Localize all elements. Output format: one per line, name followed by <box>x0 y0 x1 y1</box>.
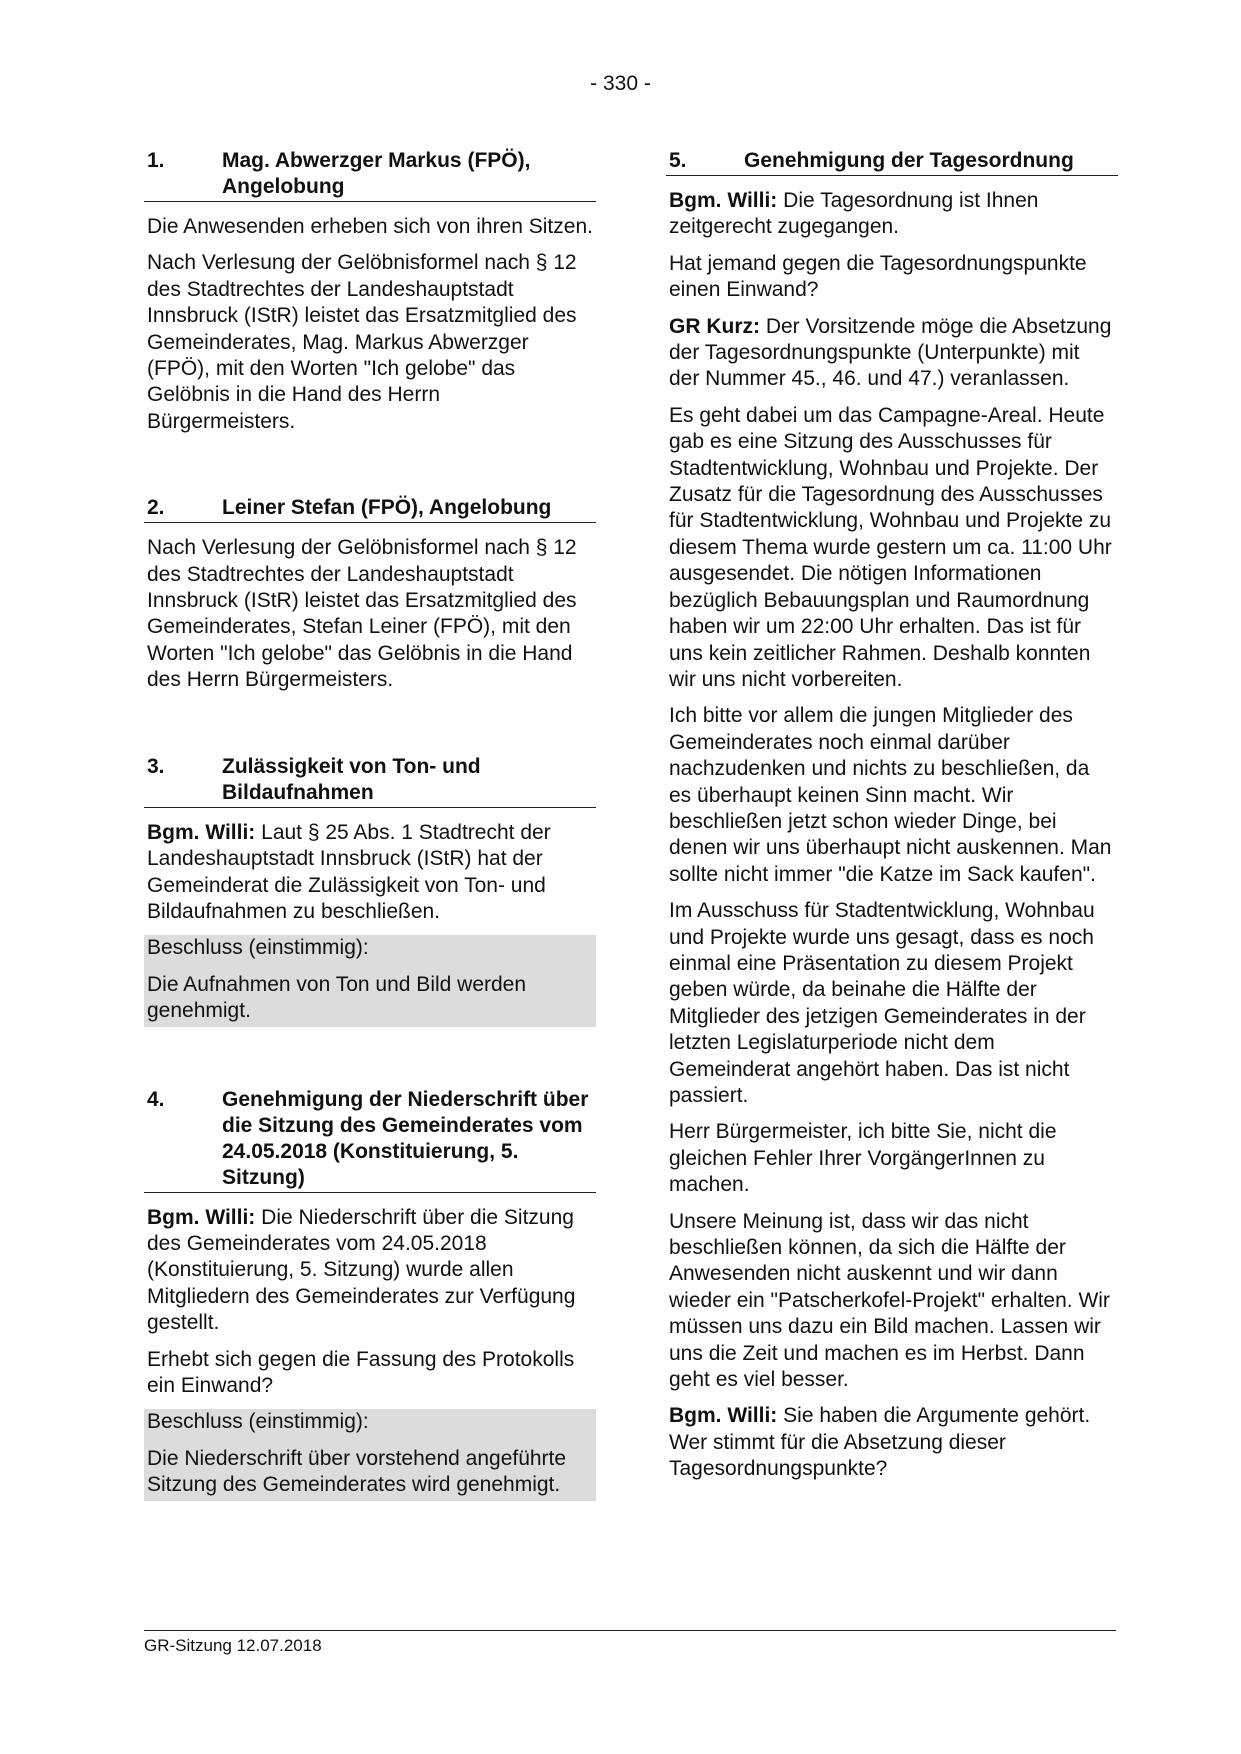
decision-box <box>144 1409 596 1500</box>
decision-text: Die Aufnahmen von Ton und Bild werden genehmigt. <box>147 972 527 1023</box>
page-number: - 330 - <box>590 72 651 95</box>
paragraph <box>666 314 1118 393</box>
speech-text: Sie haben die Argumente gehört. Wer stimmt für die Absetzung dieser Tagesordnungspunkte? <box>669 1404 1091 1481</box>
speaker-name: GR Kurz: <box>669 314 760 338</box>
left-column <box>144 148 596 1561</box>
section-3 <box>144 754 596 1027</box>
right-column <box>666 148 1118 1543</box>
section-heading <box>144 754 596 808</box>
section-heading <box>144 495 596 523</box>
paragraph: Es geht dabei um das Campagne-Areal. Heute gab es eine Sitzung des Ausschusses für Stadtentwicklung, Wohnbau und Projekte. Der Zusatz für die Tagesordnung des Ausschusses für Stadtentwicklung, Wohnbau und Projekte zu diesem Thema wurde gestern um ca. 11:00 Uhr ausgesendet. Die nötigen Informationen bezüglich Bebauungsplan und Raumordnung haben wir um 22:00 Uhr erhalten. Das ist für uns kein zeitlicher Rahmen. Deshalb konnten wir uns nicht vorbereiten. <box>669 403 1112 691</box>
paragraph: Herr Bürgermeister, ich bitte Sie, nicht die gleichen Fehler Ihrer VorgängerInnen zu machen. <box>669 1120 1057 1197</box>
speech-text: Der Vorsitzende möge die Absetzung der Tagesordnungspunkte (Unterpunkte) mit der Nummer 45., 46. und 47.) veranlassen. <box>669 314 1112 391</box>
speaker-name: Bgm. Willi: <box>669 1404 778 1428</box>
speech-text: Laut § 25 Abs. 1 Stadtrecht der Landeshauptstadt Innsbruck (IStR) hat der Gemeinderat die Zulässigkeit von Ton- und Bildaufnahmen zu beschließen. <box>147 820 551 923</box>
section-number: 1. <box>147 149 165 172</box>
section-number: 4. <box>147 1087 165 1111</box>
paragraph: Im Ausschuss für Stadtentwicklung, Wohnbau und Projekte wurde uns gesagt, dass es noch einmal eine Präsentation zu diesem Projekt geben würde, da beinahe die Hälfte der Mitglieder des jetzigen Gemeinderates in der letzten Legislaturperiode nicht dem Gemeinderat angehört haben. Das ist nicht passiert. <box>669 899 1095 1107</box>
decision-label: Beschluss (einstimmig): <box>147 1410 369 1434</box>
section-2 <box>144 495 596 693</box>
paragraph: Die Anwesenden erheben sich von ihren Sitzen. <box>147 215 593 238</box>
paragraph: Nach Verlesung der Gelöbnisformel nach § 12 des Stadtrechtes der Landeshauptstadt Innsbruck (IStR) leistet das Ersatzmitglied des Gemeinderates, Stefan Leiner (FPÖ), mit den Worten "Ich gelobe" das Gelöbnis in die Hand des Herrn Bürgermeisters. <box>147 536 577 692</box>
paragraph: Ich bitte vor allem die jungen Mitglieder des Gemeinderates noch einmal darüber nachzudenken und nichts zu beschließen, da es überhaupt keinen Sinn macht. Wir beschließen jetzt schon wieder Dinge, bei denen wir uns überhaupt nicht auskennen. Man sollte nicht immer "die Katze im Sack kaufen". <box>669 704 1112 886</box>
paragraph: Unsere Meinung ist, dass wir das nicht beschließen können, da sich die Hälfte der Anwesenden nicht auskennt und wir dann wieder ein "Patscherkofel-Projekt" erhalten. Wir müssen uns dazu ein Bild machen. Lassen wir uns die Zeit und machen es im Herbst. Dann geht es viel besser. <box>669 1209 1110 1392</box>
section-5 <box>666 148 1118 1483</box>
section-number: 2. <box>147 496 165 520</box>
page-footer: GR-Sitzung 12.07.2018 <box>144 1630 1116 1656</box>
speech-text: Die Niederschrift über die Sitzung des Gemeinderates vom 24.05.2018 (Konstituierung, 5. Sitzung) wurde allen Mitgliedern des Gemeinderates zur Verfügung gestellt. <box>147 1205 576 1335</box>
section-heading <box>666 148 1118 176</box>
section-number: 3. <box>147 754 165 778</box>
decision-text: Die Niederschrift über vorstehend angeführte Sitzung des Gemeinderates wird genehmigt. <box>147 1446 567 1497</box>
paragraph <box>666 1403 1118 1482</box>
speech-text: Die Tagesordnung ist Ihnen zeitgerecht zugegangen. <box>669 189 1039 239</box>
decision-box <box>144 935 596 1026</box>
paragraph <box>666 188 1118 241</box>
speaker-name: Bgm. Willi: <box>669 189 778 212</box>
speaker-name: Bgm. Willi: <box>147 1205 256 1229</box>
section-number: 5. <box>669 149 687 172</box>
section-title: Genehmigung der Tagesordnung <box>744 149 1074 172</box>
section-title: Zulässigkeit von Ton- und Bildaufnahmen <box>222 754 481 804</box>
paragraph: Nach Verlesung der Gelöbnisformel nach § 12 des Stadtrechtes der Landeshauptstadt Innsbruck (IStR) leistet das Ersatzmitglied des Gemeinderates, Mag. Markus Abwerzger (FPÖ), mit den Worten "Ich gelobe" das Gelöbnis in die Hand des Herrn Bürgermeisters. <box>147 251 577 433</box>
paragraph <box>144 820 596 926</box>
paragraph: Erhebt sich gegen die Fassung des Protokolls ein Einwand? <box>147 1347 575 1397</box>
section-4 <box>144 1087 596 1501</box>
section-heading <box>144 1087 596 1193</box>
section-title: Genehmigung der Niederschrift über die Sitzung des Gemeinderates vom 24.05.2018 (Konstituierung, 5. Sitzung) <box>222 1087 589 1189</box>
section-title: Mag. Abwerzger Markus (FPÖ), Angelobung <box>222 149 531 198</box>
paragraph <box>144 1205 596 1337</box>
section-1 <box>144 148 596 435</box>
section-title: Leiner Stefan (FPÖ), Angelobung <box>222 496 552 520</box>
paragraph: Hat jemand gegen die Tagesordnungspunkte einen Einwand? <box>669 251 1087 302</box>
speaker-name: Bgm. Willi: <box>147 820 256 844</box>
decision-label: Beschluss (einstimmig): <box>147 936 369 960</box>
section-heading <box>144 148 596 202</box>
